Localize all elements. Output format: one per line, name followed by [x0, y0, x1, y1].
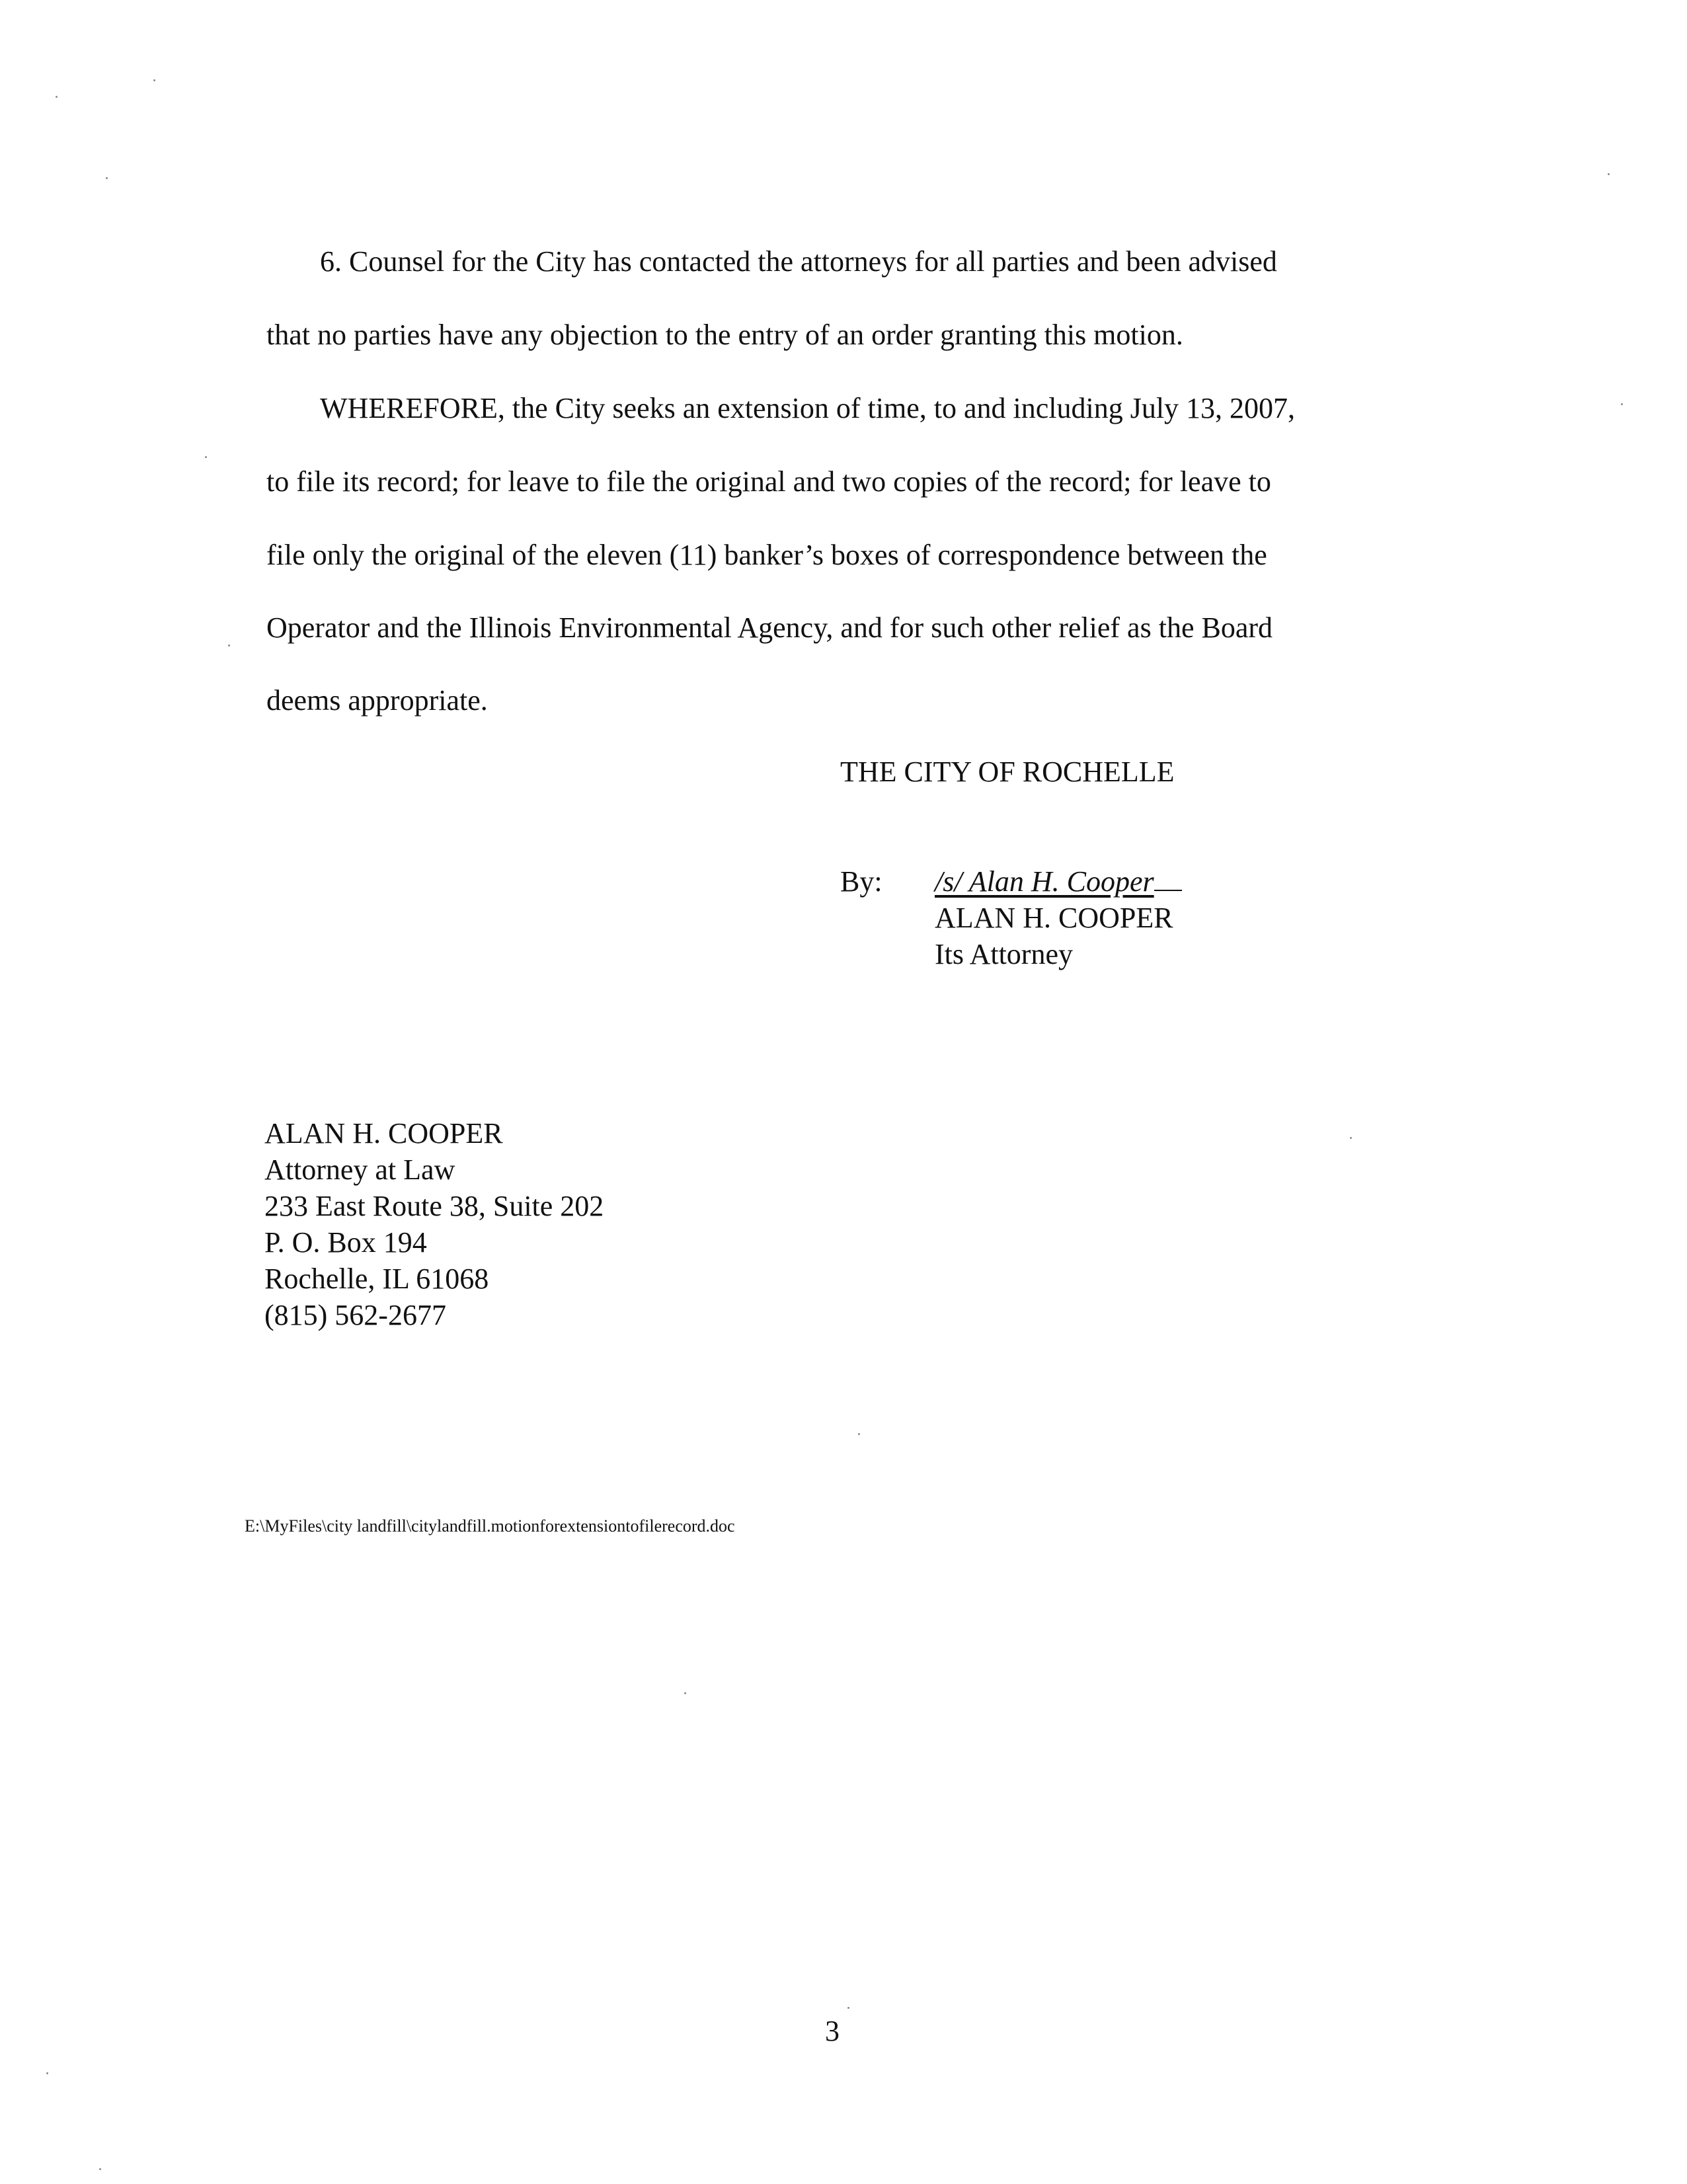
scan-speck — [205, 456, 207, 458]
po-box: P. O. Box 194 — [264, 1226, 427, 1259]
scan-speck — [1350, 1137, 1352, 1139]
wherefore-line-2: to file its record; for leave to file the original and two copies of the record; for leave to — [266, 465, 1271, 498]
city-state-zip: Rochelle, IL 61068 — [264, 1263, 489, 1295]
scan-speck — [684, 1692, 686, 1694]
scan-speck — [153, 79, 155, 81]
attorney-address-block — [264, 1115, 604, 1333]
street-address: 233 East Route 38, Suite 202 — [264, 1190, 604, 1222]
wherefore-line-4: Operator and the Illinois Environmental Agency, and for such other relief as the Board — [266, 611, 1273, 644]
party-name: THE CITY OF ROCHELLE — [840, 756, 1175, 788]
by-label: By: — [840, 865, 883, 898]
signature-block — [935, 863, 1182, 972]
phone-number: (815) 562-2677 — [264, 1299, 446, 1331]
scan-speck — [46, 2072, 48, 2074]
wherefore-line-5: deems appropriate. — [266, 684, 488, 717]
scan-speck — [1608, 173, 1610, 175]
attorney-title: Attorney at Law — [264, 1153, 455, 1186]
signer-role: Its Attorney — [935, 938, 1073, 970]
scan-speck — [106, 177, 108, 179]
scan-speck — [858, 1433, 860, 1435]
scan-speck — [228, 644, 230, 646]
scan-speck — [847, 2007, 849, 2009]
electronic-signature: /s/ Alan H. Cooper — [935, 865, 1154, 898]
scan-speck — [99, 2168, 101, 2170]
paragraph-6-line-2: that no parties have any objection to the entry of an order granting this motion. — [266, 319, 1183, 351]
wherefore-line-3: file only the original of the eleven (11) banker’s boxes of correspondence between the — [266, 539, 1267, 571]
page-number: 3 — [825, 2015, 840, 2047]
signature-underline — [1154, 889, 1182, 891]
file-path: E:\MyFiles\city landfill\citylandfill.motionforextensiontofilerecord.doc — [245, 1516, 735, 1536]
scan-speck — [1621, 403, 1623, 405]
wherefore-line-1: WHEREFORE, the City seeks an extension of time, to and including July 13, 2007, — [320, 392, 1296, 424]
signer-name: ALAN H. COOPER — [935, 902, 1173, 934]
scan-speck — [56, 96, 58, 98]
paragraph-6-line-1: 6. Counsel for the City has contacted the attorneys for all parties and been advised — [320, 245, 1277, 278]
signature-line — [935, 863, 1182, 900]
attorney-name: ALAN H. COOPER — [264, 1117, 503, 1150]
